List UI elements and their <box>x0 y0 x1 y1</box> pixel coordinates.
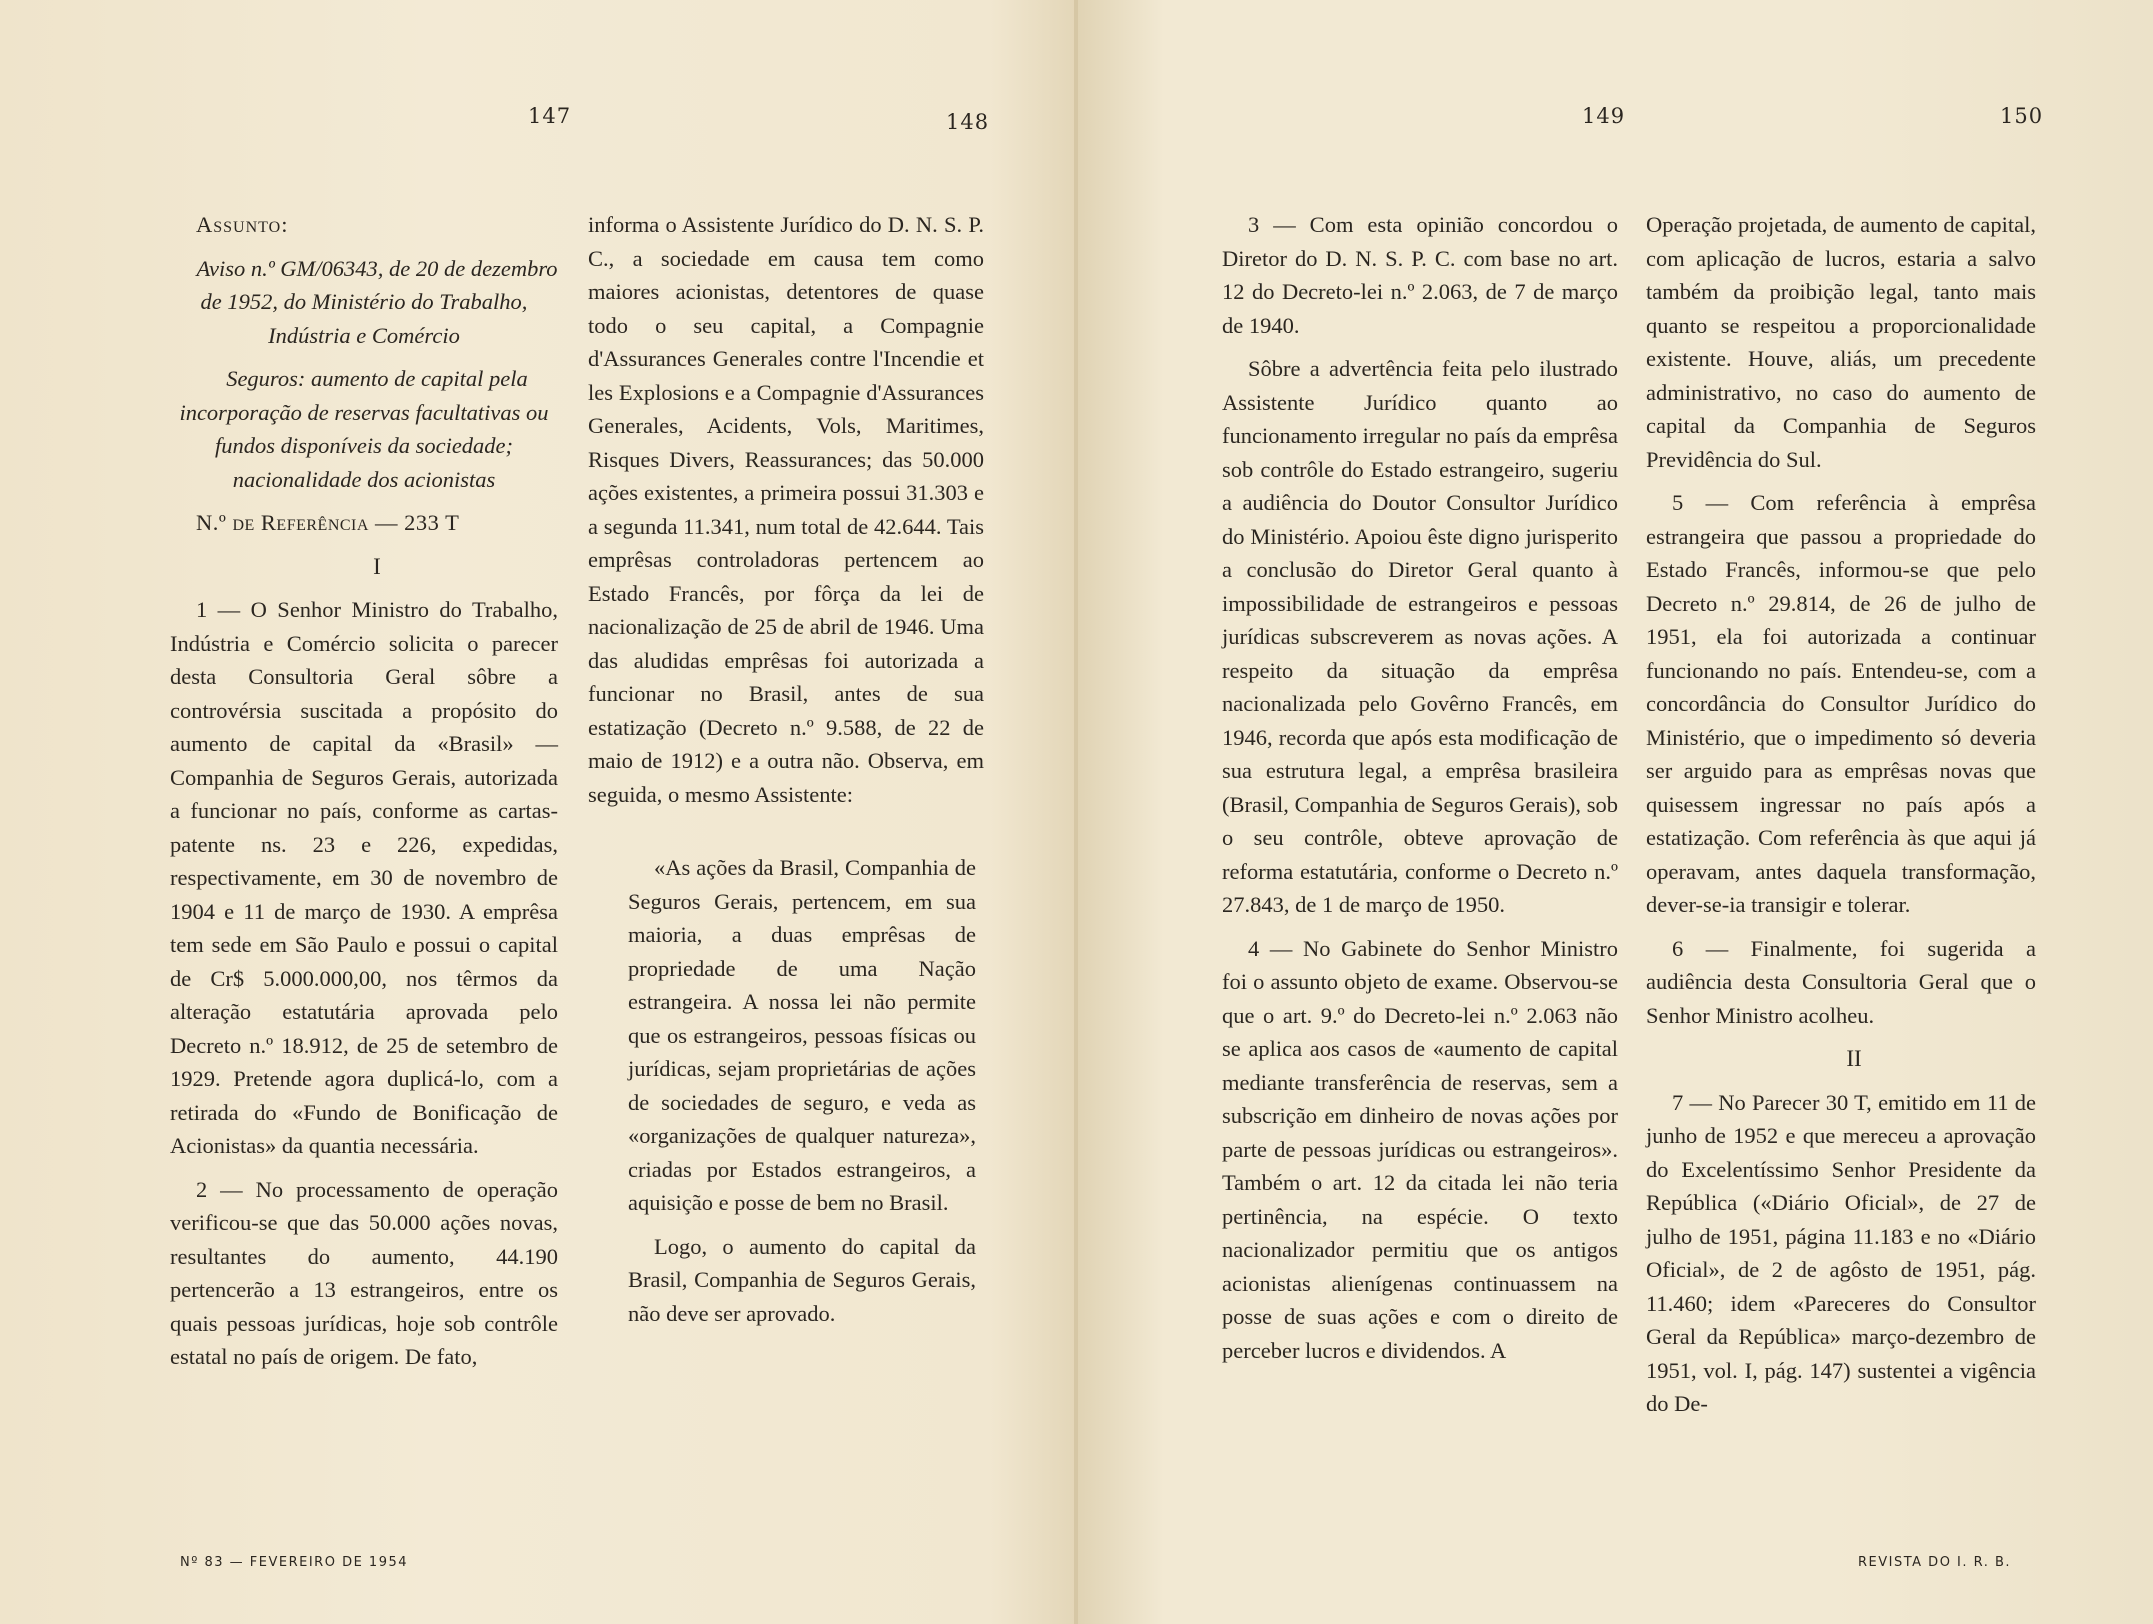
quote-text: «As ações da Brasil, Companhia de Seguros Gerais, pertencem, em sua maioria, a duas emprêsas de propriedade de uma Nação estrangeira. A nossa lei não permite que os estrangeiros, pessoas físicas ou jurídicas, sejam proprietárias de ações de sociedades de seguro, e veda as «organizações de qualquer natureza», criadas por Estados estrangeiros, a aquisição e posse de bem no Brasil. <box>628 855 976 1215</box>
page-number-147: 147 <box>528 104 572 128</box>
paragraph-5: 5 — Com referência à emprêsa estrangeira que passou a propriedade do Estado Francês, informou-se que pelo Decreto n.º 29.814, de 26 de julho de 1951, ela foi autorizada a continuar funcionando no país. Entendeu-se, com a concordância do Consultor Jurídico do Ministério, que o impedimento só deveria ser arguido para as emprêsas novas que quisessem ingressar no país após a estatização. Com referência às que aqui já operavam, antes daquela transformação, dever-se-ia transigir e tolerar. <box>1646 490 2036 917</box>
quote-conclusion: Logo, o aumento do capital da Brasil, Companhia de Seguros Gerais, não deve ser aprovado. <box>628 1233 976 1326</box>
footer-journal: REVISTA DO I. R. B. <box>1858 1555 2012 1570</box>
paragraph-1: 1 — O Senhor Ministro do Trabalho, Indústria e Comércio solicita o parecer desta Consultoria Geral sôbre a controvérsia suscitada a propósito do aumento de capital da «Brasil» — Companhia de Seguros Gerais, autorizada a funcionar no país, conforme as cartas-patente ns. 23 e 226, expedidas, respectivamente, em 30 de novembro de 1904 e 11 de março de 1930. A emprêsa tem sede em São Paulo e possui o capital de Cr$ 5.000.000,00, nos têrmos da alteração estatutária aprovada pelo Decreto n.º 18.912, de 25 de setembro de 1929. Pretende agora duplicá-lo, com a retirada do «Fundo de Bonificação de Acionistas» da quantia necessária. <box>170 597 558 1158</box>
column-1 <box>170 208 558 1384</box>
column-3 <box>1222 208 1618 1377</box>
page-number-148: 148 <box>946 110 990 134</box>
aviso-heading: Aviso n.º GM/06343, de 20 de dezembro de 1952, do Ministério do Trabalho, Indústria e Comércio <box>196 255 558 348</box>
paragraph-2-cont: informa o Assistente Jurídico do D. N. S. P. C., a sociedade em causa tem como maiores acionistas, detentores de quase todo o seu capital, a Compagnie d'Assurances Generales contre l'Incendie et les Explosions e a Compagnie d'Assurances Generales, Acidents, Vols, Maritimes, Risques Divers, Reassurances; das 50.000 ações existentes, a primeira possui 31.303 e a segunda 11.341, num total de 42.644. Tais emprêsas controladoras pertencem ao Estado Francês, por fôrça da lei de nacionalização de 25 de abril de 1946. Uma das aludidas emprêsas foi autorizada a funcionar no Brasil, antes de sua estatização (Decreto n.º 9.588, de 22 de maio de 1912) e a outra não. Observa, em seguida, o mesmo Assistente: <box>588 212 984 807</box>
page-number-150: 150 <box>2000 104 2044 128</box>
paragraph-6: 6 — Finalmente, foi sugerida a audiência desta Consultoria Geral que o Senhor Ministro acolheu. <box>1646 935 2036 1028</box>
right-page <box>1078 0 2153 1624</box>
section-heading-i: I <box>373 553 381 579</box>
subject-summary: Seguros: aumento de capital pela incorporação de reservas facultativas ou fundos disponíveis da sociedade; nacionalidade dos acionistas <box>179 366 549 492</box>
paragraph-2: 2 — No processamento de operação verificou-se que das 50.000 ações novas, resultantes do aumento, 44.190 pertencerão a 13 estrangeiros, entre os quais pessoas jurídicas, hoje sob contrôle estatal no país de origem. De fato, <box>170 1176 558 1369</box>
assunto-label: Assunto: <box>196 212 289 237</box>
paragraph-7: 7 — No Parecer 30 T, emitido em 11 de junho de 1952 e que mereceu a aprovação do Excelentíssimo Senhor Presidente da República («Diário Oficial», de 27 de julho de 1951, página 11.183 e no «Diário Oficial», de 2 de agôsto de 1951, pág. 11.460; idem «Pareceres do Consultor Geral da República» março-dezembro de 1951, vol. I, pág. 147) sustentei a vigência do De- <box>1646 1089 2036 1416</box>
paragraph-3b: Sôbre a advertência feita pelo ilustrado Assistente Jurídico quanto ao funcionamento irregular no país da emprêsa sob contrôle do Estado estrangeiro, sugeriu a audiência do Doutor Consultor Jurídico do Ministério. Apoiou êste digno jurisperito a conclusão do Diretor Geral quanto à impossibilidade de estrangeiros e pessoas jurídicas subscreverem as novas ações. A respeito da situação da emprêsa nacionalizada pelo Govêrno Francês, em 1946, recorda que após esta modificação de sua estrutura legal, a emprêsa brasileira (Brasil, Companhia de Seguros Gerais), sob o seu contrôle, obteve aprovação de reforma estatutária, conforme o Decreto n.º 27.843, de 1 de março de 1950. <box>1222 356 1618 917</box>
paragraph-4: 4 — No Gabinete do Senhor Ministro foi o assunto objeto de exame. Observou-se que o art. 9.º do Decreto-lei n.º 2.063 não se aplica aos casos de «aumento de capital mediante transferência de reservas, sem a subscrição em dinheiro de novas ações por parte de pessoas jurídicas ou estrangeiros». Também o art. 12 da citada lei não teria pertinência, na espécie. O texto nacionalizador permitiu que os antigos acionistas alienígenas continuassem na posse de suas ações e com o direito de perceber lucros e dividendos. A <box>1222 935 1618 1363</box>
section-heading-ii: II <box>1846 1046 1862 1071</box>
column-2 <box>588 208 984 1350</box>
page-number-149: 149 <box>1582 104 1626 128</box>
footer-issue: Nº 83 — FEVEREIRO DE 1954 <box>180 1555 409 1570</box>
left-page <box>0 0 1076 1624</box>
reference-number: N.º de Referência — 233 T <box>196 510 460 535</box>
paragraph-4-cont: Operação projetada, de aumento de capital, com aplicação de lucros, estaria a salvo também da proibição legal, tanto mais quanto se respeitou a proporcionalidade existente. Houve, aliás, um precedente administrativo, no caso do aumento de capital da Companhia de Seguros Previdência do Sul. <box>1646 212 2036 472</box>
paragraph-3: 3 — Com esta opinião concordou o Diretor do D. N. S. P. C. com base no art. 12 do Decreto-lei n.º 2.063, de 7 de março de 1940. <box>1222 212 1618 338</box>
column-4 <box>1646 208 2036 1431</box>
block-quote <box>628 851 976 1330</box>
